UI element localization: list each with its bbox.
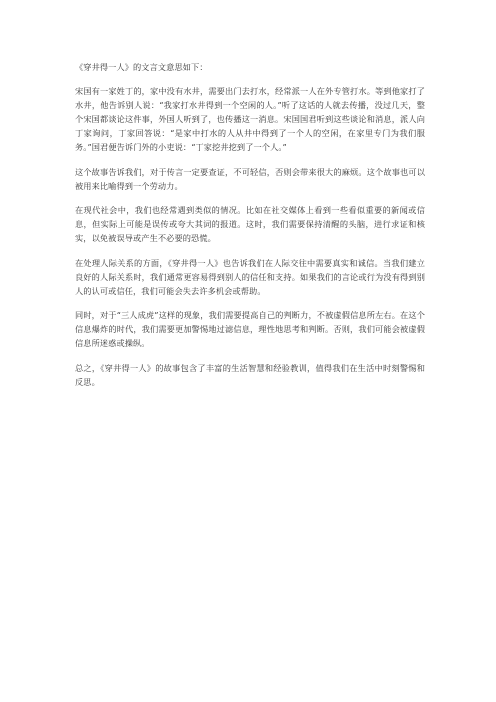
judgment-paragraph: 同时，对于“三人成虎”这样的现象，我们需要提高自己的判断力，不被虚假信息所左右。在这个信息爆炸的时代，我们需要更加警惕地过滤信息，理性地思考和判断。否则，我们可能会被虚假信息所迷惑或操纵。 xyxy=(75,310,425,348)
document-page xyxy=(75,60,425,399)
conclusion-paragraph: 总之，《穿井得一人》的故事包含了丰富的生活智慧和经验教训，值得我们在生活中时刻警惕和反思。 xyxy=(75,362,425,387)
relationships-paragraph: 在处理人际关系的方面，《穿井得一人》也告诉我们在人际交往中需要真实和诚信。当我们建立良好的人际关系时，我们通常更容易得到别人的信任和支持。如果我们的言论或行为没有得到别人的认可或信任，我们可能会失去许多机会或帮助。 xyxy=(75,257,425,296)
document-title-line: 《穿井得一人》的文言文意思如下： xyxy=(75,62,208,72)
story-translation-paragraph: 宋国有一家姓丁的，家中没有水井，需要出门去打水，经常派一人在外专管打水。等到他家打了水井，他告诉别人说：“我家打水井得到一个空闲的人。”听了这话的人就去传播，没过几天，整个宋国都谈论这件事，外国人听到了，也传播这一消息。宋国国君听到这些谈论和消息，派人向丁家询问，丁家回答说：“是家中打水的人从井中得到了一个人的空闲，在家里专门为我们服务。”国君便告诉门外的小吏说：“丁家挖井挖到了一个人。” xyxy=(75,86,425,152)
moral-paragraph: 这个故事告诉我们，对于传言一定要查证，不可轻信，否则会带来很大的麻烦。这个故事也可以被用来比喻得到一个劳动力。 xyxy=(75,166,425,191)
modern-society-paragraph: 在现代社会中，我们也经常遇到类似的情况。比如在社交媒体上看到一些看似重要的新闻或信息，但实际上可能是误传或夸大其词的报道。这时，我们需要保持清醒的头脑，进行求证和核实，以免被误导或产生不必要的恐慌。 xyxy=(75,205,425,243)
